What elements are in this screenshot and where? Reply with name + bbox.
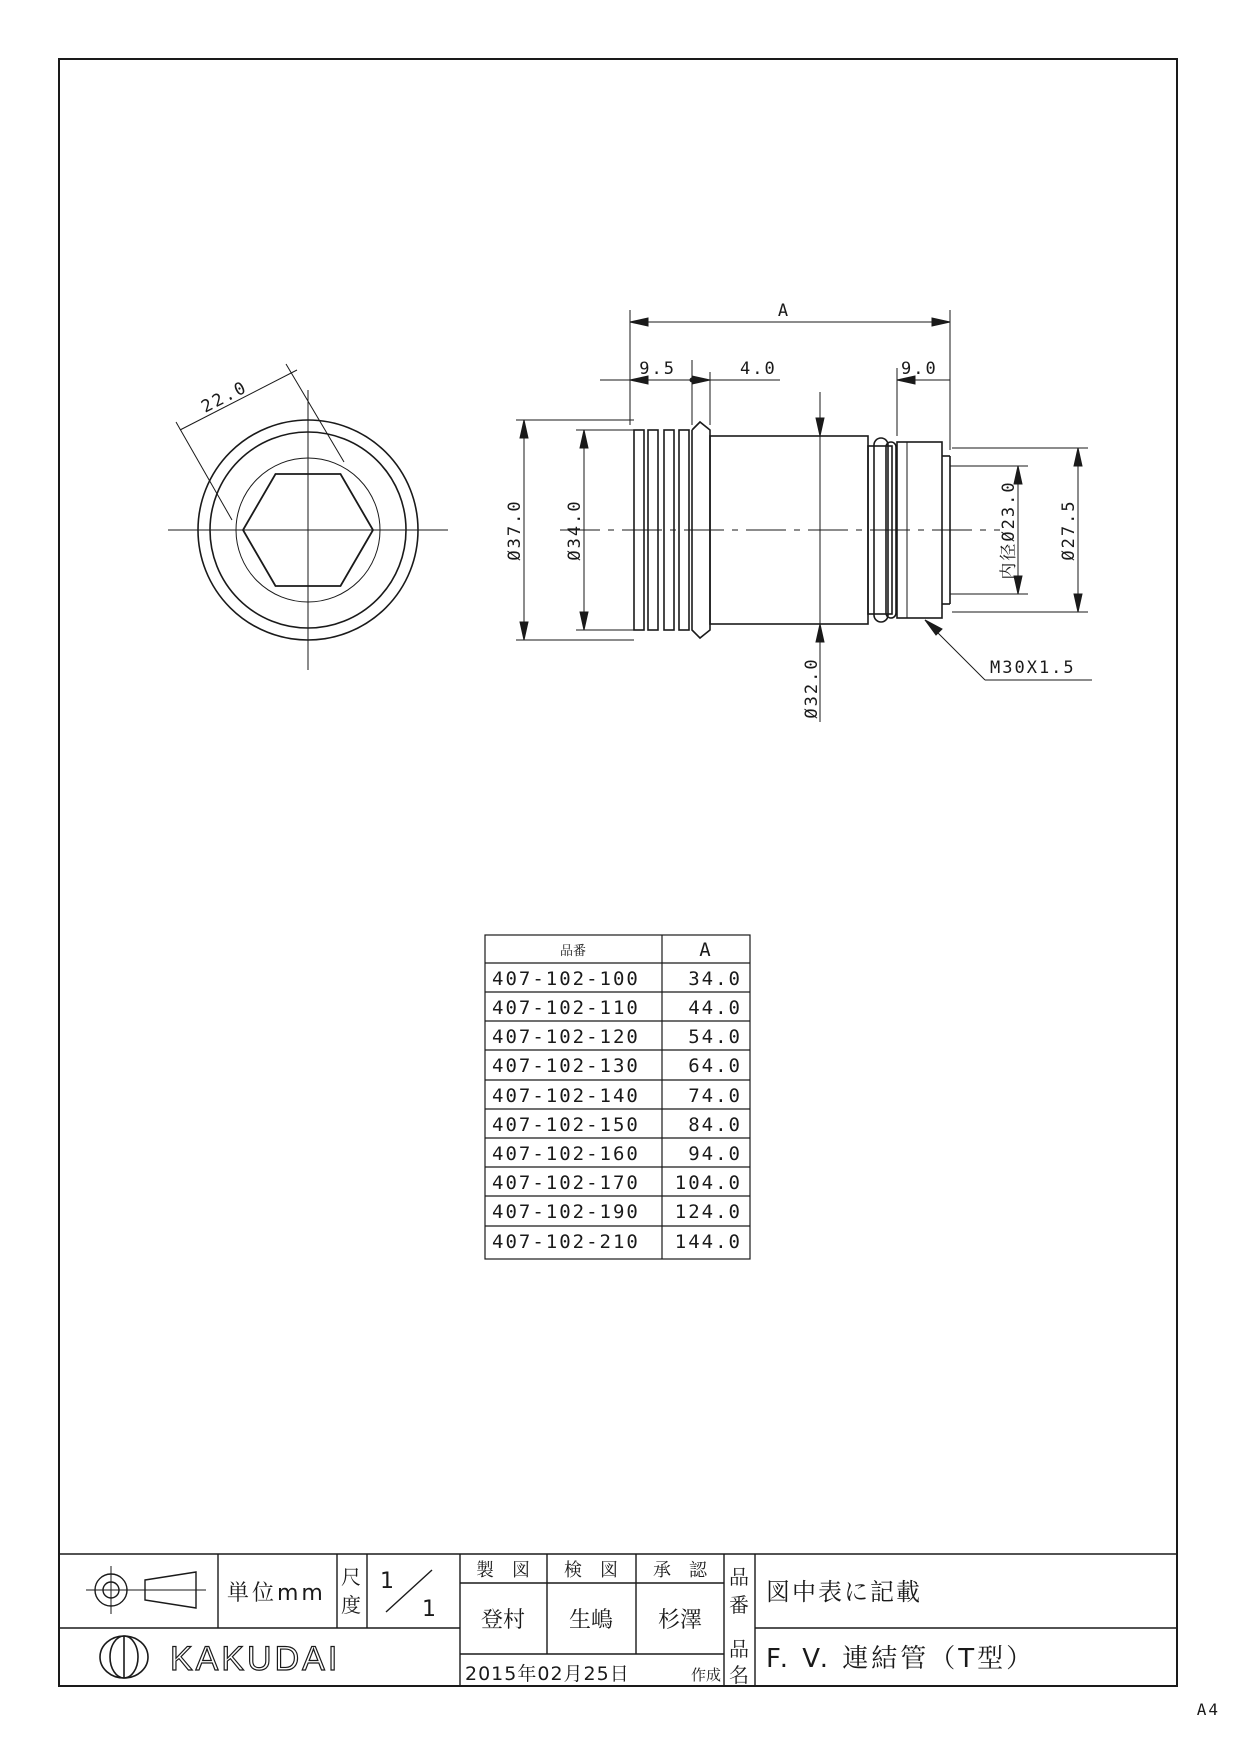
part-no-label-top: 品 — [729, 1565, 749, 1589]
table-row-part-no: 407-102-150 — [492, 1114, 640, 1136]
name-label-bottom: 名 — [729, 1663, 749, 1687]
dim-flange-text: 4.0 — [740, 359, 777, 379]
table-row-a: 144.0 — [674, 1231, 742, 1253]
checked-label: 検 図 — [564, 1560, 618, 1581]
created-label: 作成 — [690, 1666, 722, 1684]
table-row-part-no: 407-102-210 — [492, 1231, 640, 1253]
table-row-part-no: 407-102-110 — [492, 997, 640, 1019]
dim-id23-text: 内径Ø23.0 — [999, 480, 1019, 580]
part-no-label-bottom: 番 — [729, 1593, 749, 1617]
sheet-border — [59, 59, 1177, 1686]
unit-label: 単位mm — [227, 1581, 326, 1606]
dim-thread-len-text: 9.0 — [901, 359, 938, 379]
dim-od275-text: Ø27.5 — [1059, 499, 1079, 561]
side-view — [560, 422, 1000, 638]
dim-groove-text: 9.5 — [639, 359, 676, 379]
dim-od37-text: Ø37.0 — [505, 499, 525, 561]
checked-by: 生嶋 — [568, 1608, 614, 1633]
table-row-a: 94.0 — [688, 1143, 742, 1165]
hex-dim-text: 22.0 — [198, 377, 251, 418]
scale-denominator: 1 — [422, 1597, 436, 1622]
table-header-a: A — [699, 939, 713, 961]
kakudai-logo-icon — [100, 1636, 148, 1678]
brand-logo-text: KAKUDAI — [170, 1640, 341, 1678]
paper-size-label: A4 — [1196, 1700, 1220, 1719]
projection-symbol-icon — [86, 1566, 206, 1614]
table-header-part-no: 品番 — [559, 944, 587, 959]
table-row-a: 54.0 — [688, 1026, 742, 1048]
drawn-by: 登村 — [480, 1608, 526, 1633]
table-row-a: 104.0 — [674, 1172, 742, 1194]
approved-label: 承 認 — [653, 1560, 707, 1581]
dim-od32-text: Ø32.0 — [802, 657, 822, 719]
hex-ext-line-2 — [286, 364, 344, 462]
table-row-part-no: 407-102-140 — [492, 1085, 640, 1107]
thread-spec-text: M30X1.5 — [990, 658, 1076, 678]
table-row-a: 84.0 — [688, 1114, 742, 1136]
drawn-label: 製 図 — [476, 1560, 530, 1581]
table-row-a: 34.0 — [688, 968, 742, 990]
scale-label-top: 尺 — [341, 1565, 361, 1589]
table-row-part-no: 407-102-190 — [492, 1201, 640, 1223]
table-row-a: 124.0 — [674, 1201, 742, 1223]
scale-label-bottom: 度 — [341, 1593, 361, 1617]
dim-od34-text: Ø34.0 — [565, 499, 585, 561]
part-no-value: 図中表に記載 — [766, 1578, 922, 1606]
scale-numerator: 1 — [380, 1569, 394, 1594]
table-row-a: 64.0 — [688, 1055, 742, 1077]
table-rows — [492, 968, 742, 1253]
product-name: F. V. 連結管（T型） — [766, 1644, 1036, 1674]
approved-by: 杉澤 — [657, 1608, 703, 1633]
table-row-part-no: 407-102-100 — [492, 968, 640, 990]
table-row-a: 44.0 — [688, 997, 742, 1019]
table-row-part-no: 407-102-170 — [492, 1172, 640, 1194]
table-row-part-no: 407-102-160 — [492, 1143, 640, 1165]
name-label-top: 品 — [729, 1637, 749, 1661]
table-row-part-no: 407-102-120 — [492, 1026, 640, 1048]
table-row-a: 74.0 — [688, 1085, 742, 1107]
dim-a-text: A — [777, 301, 791, 321]
drawing-date: 2015年02月25日 — [465, 1663, 630, 1685]
table-row-part-no: 407-102-130 — [492, 1055, 640, 1077]
hex-ext-line-1 — [176, 422, 232, 520]
